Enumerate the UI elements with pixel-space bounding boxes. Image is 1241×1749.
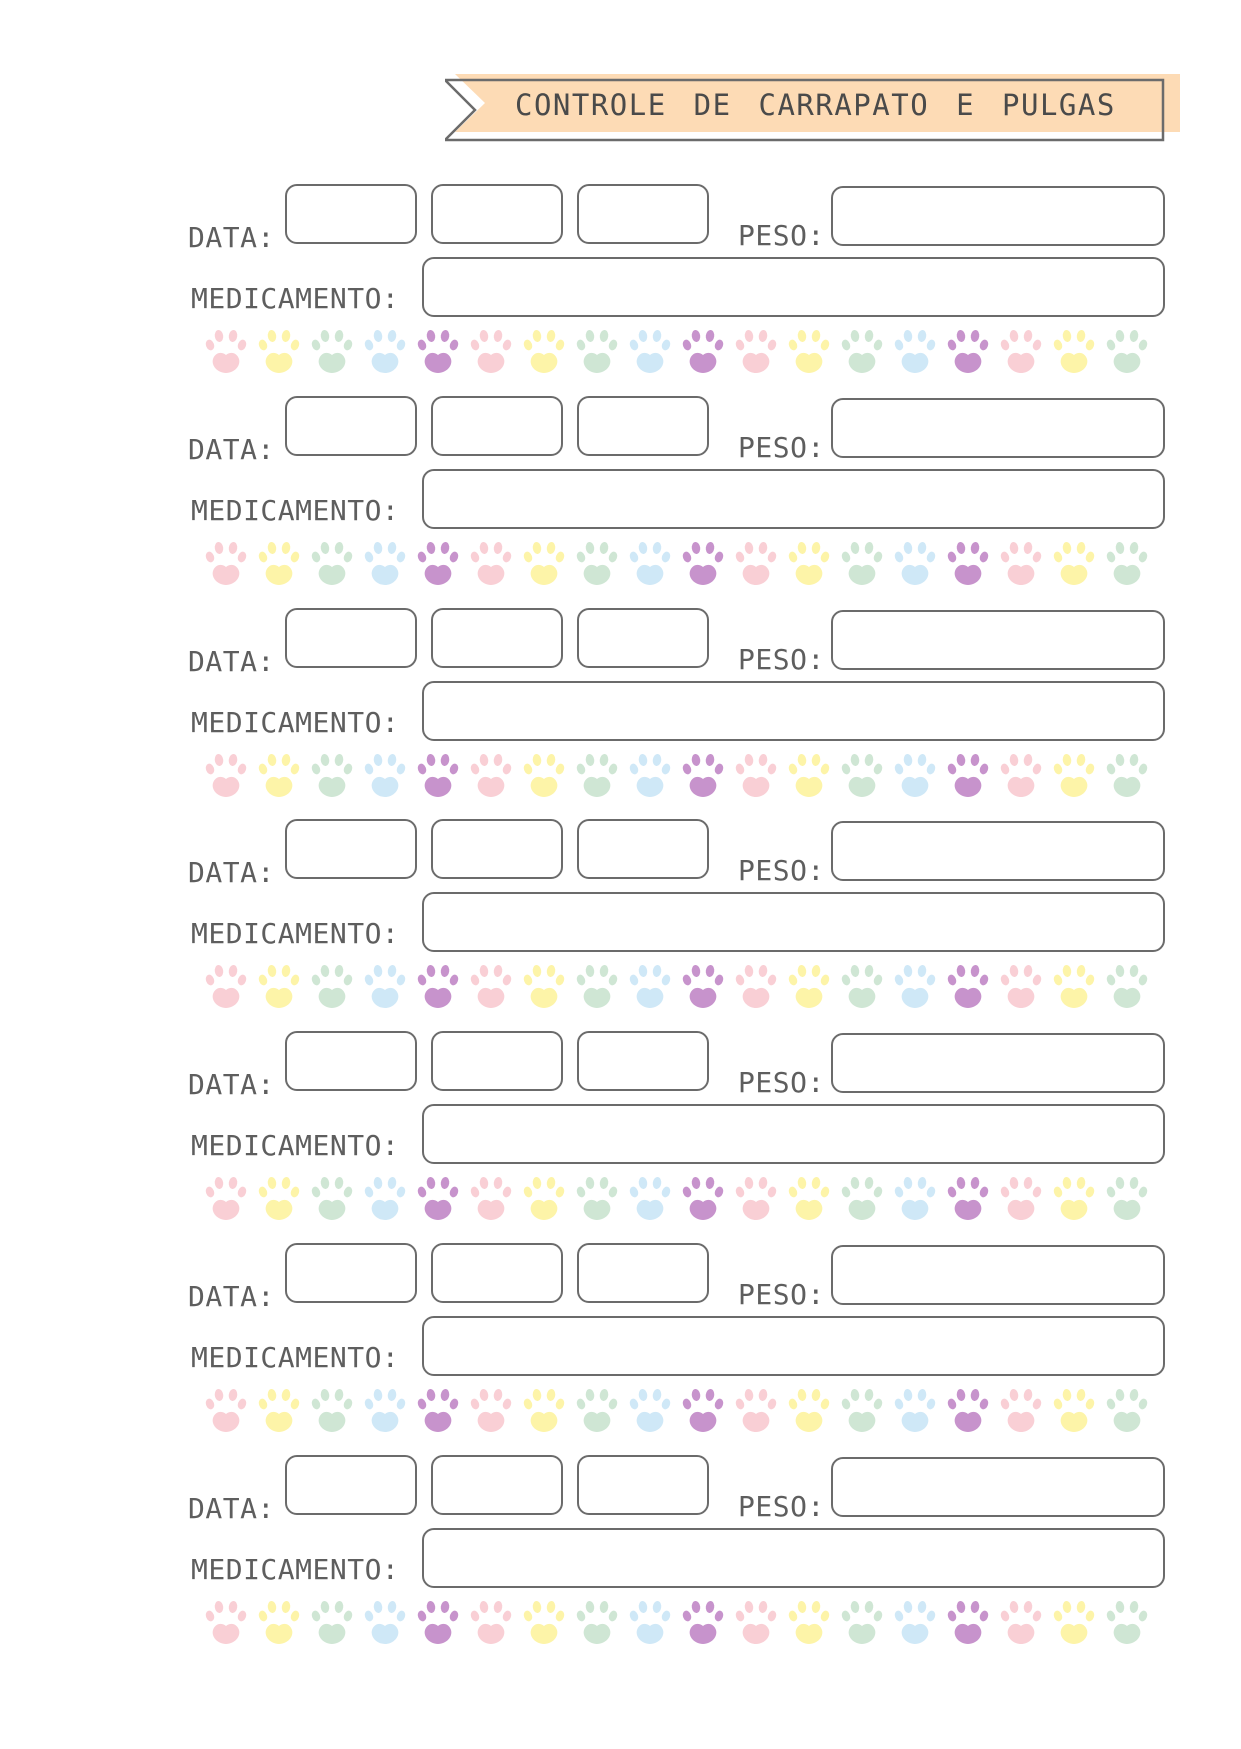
paw-icon — [841, 964, 883, 1010]
page-title: CONTROLE DE CARRAPATO E PULGAS — [515, 88, 1116, 122]
paw-icon — [629, 1600, 671, 1646]
paw-icon — [576, 1600, 618, 1646]
paw-icon — [364, 753, 406, 799]
paw-icon — [947, 1388, 989, 1434]
paw-icon — [1000, 541, 1042, 587]
paw-icon — [364, 541, 406, 587]
paw-icon — [470, 1600, 512, 1646]
paw-divider — [205, 964, 1155, 1012]
paw-icon — [523, 541, 565, 587]
medicamento-field[interactable] — [422, 469, 1165, 529]
paw-icon — [841, 1176, 883, 1222]
paw-divider — [205, 1600, 1155, 1648]
paw-icon — [735, 329, 777, 375]
paw-icon — [682, 541, 724, 587]
paw-icon — [735, 541, 777, 587]
data-label: DATA: — [188, 221, 275, 254]
paw-icon — [682, 329, 724, 375]
date-year-field[interactable] — [577, 1243, 709, 1303]
date-day-field[interactable] — [285, 396, 417, 456]
paw-icon — [841, 1388, 883, 1434]
medicamento-label: MEDICAMENTO: — [191, 706, 400, 739]
date-year-field[interactable] — [577, 396, 709, 456]
paw-icon — [1000, 329, 1042, 375]
date-day-field[interactable] — [285, 1455, 417, 1515]
paw-icon — [788, 964, 830, 1010]
paw-icon — [682, 753, 724, 799]
paw-icon — [205, 541, 247, 587]
paw-icon — [258, 753, 300, 799]
paw-icon — [735, 1600, 777, 1646]
paw-icon — [576, 753, 618, 799]
paw-divider — [205, 1388, 1155, 1436]
paw-icon — [1106, 329, 1148, 375]
paw-icon — [894, 964, 936, 1010]
paw-icon — [894, 1388, 936, 1434]
paw-icon — [894, 1176, 936, 1222]
paw-icon — [894, 753, 936, 799]
peso-label: PESO: — [738, 1278, 825, 1311]
medicamento-field[interactable] — [422, 892, 1165, 952]
paw-icon — [576, 329, 618, 375]
data-label: DATA: — [188, 856, 275, 889]
paw-icon — [258, 1388, 300, 1434]
paw-icon — [1106, 1388, 1148, 1434]
paw-icon — [205, 1176, 247, 1222]
paw-icon — [682, 964, 724, 1010]
paw-icon — [841, 329, 883, 375]
paw-icon — [364, 1388, 406, 1434]
date-day-field[interactable] — [285, 819, 417, 879]
date-day-field[interactable] — [285, 184, 417, 244]
paw-icon — [205, 1600, 247, 1646]
record-entry — [0, 396, 1241, 608]
peso-label: PESO: — [738, 1490, 825, 1523]
paw-divider — [205, 541, 1155, 589]
medicamento-label: MEDICAMENTO: — [191, 917, 400, 950]
paw-icon — [470, 1176, 512, 1222]
paw-icon — [576, 541, 618, 587]
paw-icon — [629, 753, 671, 799]
peso-label: PESO: — [738, 643, 825, 676]
paw-icon — [523, 1388, 565, 1434]
paw-icon — [470, 753, 512, 799]
paw-icon — [417, 541, 459, 587]
record-entry — [0, 608, 1241, 820]
date-year-field[interactable] — [577, 184, 709, 244]
peso-field[interactable] — [831, 1457, 1165, 1517]
data-label: DATA: — [188, 1068, 275, 1101]
paw-icon — [523, 753, 565, 799]
peso-label: PESO: — [738, 1066, 825, 1099]
paw-icon — [417, 1176, 459, 1222]
peso-field[interactable] — [831, 1033, 1165, 1093]
paw-icon — [735, 1388, 777, 1434]
paw-icon — [470, 329, 512, 375]
paw-icon — [311, 964, 353, 1010]
paw-icon — [629, 964, 671, 1010]
paw-icon — [1000, 1176, 1042, 1222]
paw-icon — [1106, 541, 1148, 587]
paw-icon — [311, 1388, 353, 1434]
paw-icon — [523, 329, 565, 375]
paw-icon — [629, 541, 671, 587]
paw-icon — [1053, 541, 1095, 587]
peso-field[interactable] — [831, 398, 1165, 458]
record-entry — [0, 184, 1241, 396]
paw-divider — [205, 329, 1155, 377]
paw-icon — [947, 541, 989, 587]
paw-icon — [788, 1600, 830, 1646]
paw-icon — [258, 964, 300, 1010]
paw-icon — [311, 1600, 353, 1646]
paw-icon — [205, 329, 247, 375]
paw-icon — [947, 1176, 989, 1222]
peso-field[interactable] — [831, 610, 1165, 670]
paw-icon — [1000, 964, 1042, 1010]
date-month-field[interactable] — [431, 608, 563, 668]
paw-icon — [1000, 1600, 1042, 1646]
paw-icon — [576, 1176, 618, 1222]
paw-icon — [735, 753, 777, 799]
data-label: DATA: — [188, 1492, 275, 1525]
peso-label: PESO: — [738, 219, 825, 252]
paw-icon — [523, 1176, 565, 1222]
paw-icon — [894, 1600, 936, 1646]
date-year-field[interactable] — [577, 819, 709, 879]
paw-icon — [682, 1600, 724, 1646]
medicamento-label: MEDICAMENTO: — [191, 494, 400, 527]
paw-icon — [841, 541, 883, 587]
data-label: DATA: — [188, 433, 275, 466]
medicamento-field[interactable] — [422, 1104, 1165, 1164]
peso-field[interactable] — [831, 1245, 1165, 1305]
record-entry — [0, 1455, 1241, 1667]
paw-icon — [1053, 753, 1095, 799]
paw-icon — [788, 329, 830, 375]
paw-icon — [629, 329, 671, 375]
paw-icon — [258, 329, 300, 375]
record-entry — [0, 1031, 1241, 1243]
paw-icon — [894, 329, 936, 375]
paw-icon — [311, 541, 353, 587]
paw-icon — [417, 964, 459, 1010]
date-day-field[interactable] — [285, 608, 417, 668]
date-year-field[interactable] — [577, 1031, 709, 1091]
paw-icon — [470, 1388, 512, 1434]
date-day-field[interactable] — [285, 1243, 417, 1303]
paw-icon — [417, 329, 459, 375]
paw-icon — [364, 329, 406, 375]
paw-icon — [1053, 1176, 1095, 1222]
title-banner — [445, 72, 1180, 142]
paw-icon — [788, 541, 830, 587]
paw-icon — [205, 753, 247, 799]
paw-icon — [523, 964, 565, 1010]
paw-icon — [311, 329, 353, 375]
medicamento-label: MEDICAMENTO: — [191, 1129, 400, 1162]
peso-field[interactable] — [831, 821, 1165, 881]
peso-field[interactable] — [831, 186, 1165, 246]
paw-divider — [205, 1176, 1155, 1224]
date-month-field[interactable] — [431, 1031, 563, 1091]
medicamento-field[interactable] — [422, 1528, 1165, 1588]
paw-icon — [364, 964, 406, 1010]
paw-icon — [1106, 1600, 1148, 1646]
record-entry — [0, 819, 1241, 1031]
paw-icon — [523, 1600, 565, 1646]
paw-icon — [894, 541, 936, 587]
paw-icon — [1053, 1600, 1095, 1646]
paw-icon — [470, 541, 512, 587]
paw-icon — [1106, 964, 1148, 1010]
paw-icon — [576, 964, 618, 1010]
paw-icon — [364, 1176, 406, 1222]
paw-icon — [947, 964, 989, 1010]
record-entry — [0, 1243, 1241, 1455]
paw-icon — [1053, 329, 1095, 375]
date-year-field[interactable] — [577, 1455, 709, 1515]
paw-icon — [682, 1176, 724, 1222]
paw-icon — [364, 1600, 406, 1646]
paw-icon — [258, 1600, 300, 1646]
medicamento-label: MEDICAMENTO: — [191, 282, 400, 315]
paw-icon — [1053, 964, 1095, 1010]
date-month-field[interactable] — [431, 819, 563, 879]
paw-icon — [576, 1388, 618, 1434]
paw-icon — [1000, 753, 1042, 799]
paw-icon — [1053, 1388, 1095, 1434]
date-month-field[interactable] — [431, 396, 563, 456]
paw-icon — [841, 1600, 883, 1646]
data-label: DATA: — [188, 645, 275, 678]
paw-icon — [258, 541, 300, 587]
paw-icon — [258, 1176, 300, 1222]
date-day-field[interactable] — [285, 1031, 417, 1091]
data-label: DATA: — [188, 1280, 275, 1313]
paw-icon — [629, 1388, 671, 1434]
medicamento-field[interactable] — [422, 257, 1165, 317]
date-year-field[interactable] — [577, 608, 709, 668]
paw-icon — [788, 1176, 830, 1222]
date-month-field[interactable] — [431, 1455, 563, 1515]
paw-icon — [417, 1388, 459, 1434]
medicamento-field[interactable] — [422, 1316, 1165, 1376]
paw-icon — [947, 753, 989, 799]
paw-icon — [947, 1600, 989, 1646]
paw-divider — [205, 753, 1155, 801]
paw-icon — [1000, 1388, 1042, 1434]
paw-icon — [417, 753, 459, 799]
date-month-field[interactable] — [431, 184, 563, 244]
paw-icon — [1106, 1176, 1148, 1222]
paw-icon — [1106, 753, 1148, 799]
paw-icon — [470, 964, 512, 1010]
medicamento-label: MEDICAMENTO: — [191, 1553, 400, 1586]
peso-label: PESO: — [738, 431, 825, 464]
paw-icon — [735, 964, 777, 1010]
paw-icon — [205, 964, 247, 1010]
date-month-field[interactable] — [431, 1243, 563, 1303]
medicamento-field[interactable] — [422, 681, 1165, 741]
paw-icon — [417, 1600, 459, 1646]
paw-icon — [205, 1388, 247, 1434]
paw-icon — [629, 1176, 671, 1222]
paw-icon — [682, 1388, 724, 1434]
paw-icon — [311, 1176, 353, 1222]
paw-icon — [841, 753, 883, 799]
peso-label: PESO: — [738, 854, 825, 887]
paw-icon — [788, 753, 830, 799]
medicamento-label: MEDICAMENTO: — [191, 1341, 400, 1374]
paw-icon — [947, 329, 989, 375]
paw-icon — [735, 1176, 777, 1222]
paw-icon — [311, 753, 353, 799]
paw-icon — [788, 1388, 830, 1434]
